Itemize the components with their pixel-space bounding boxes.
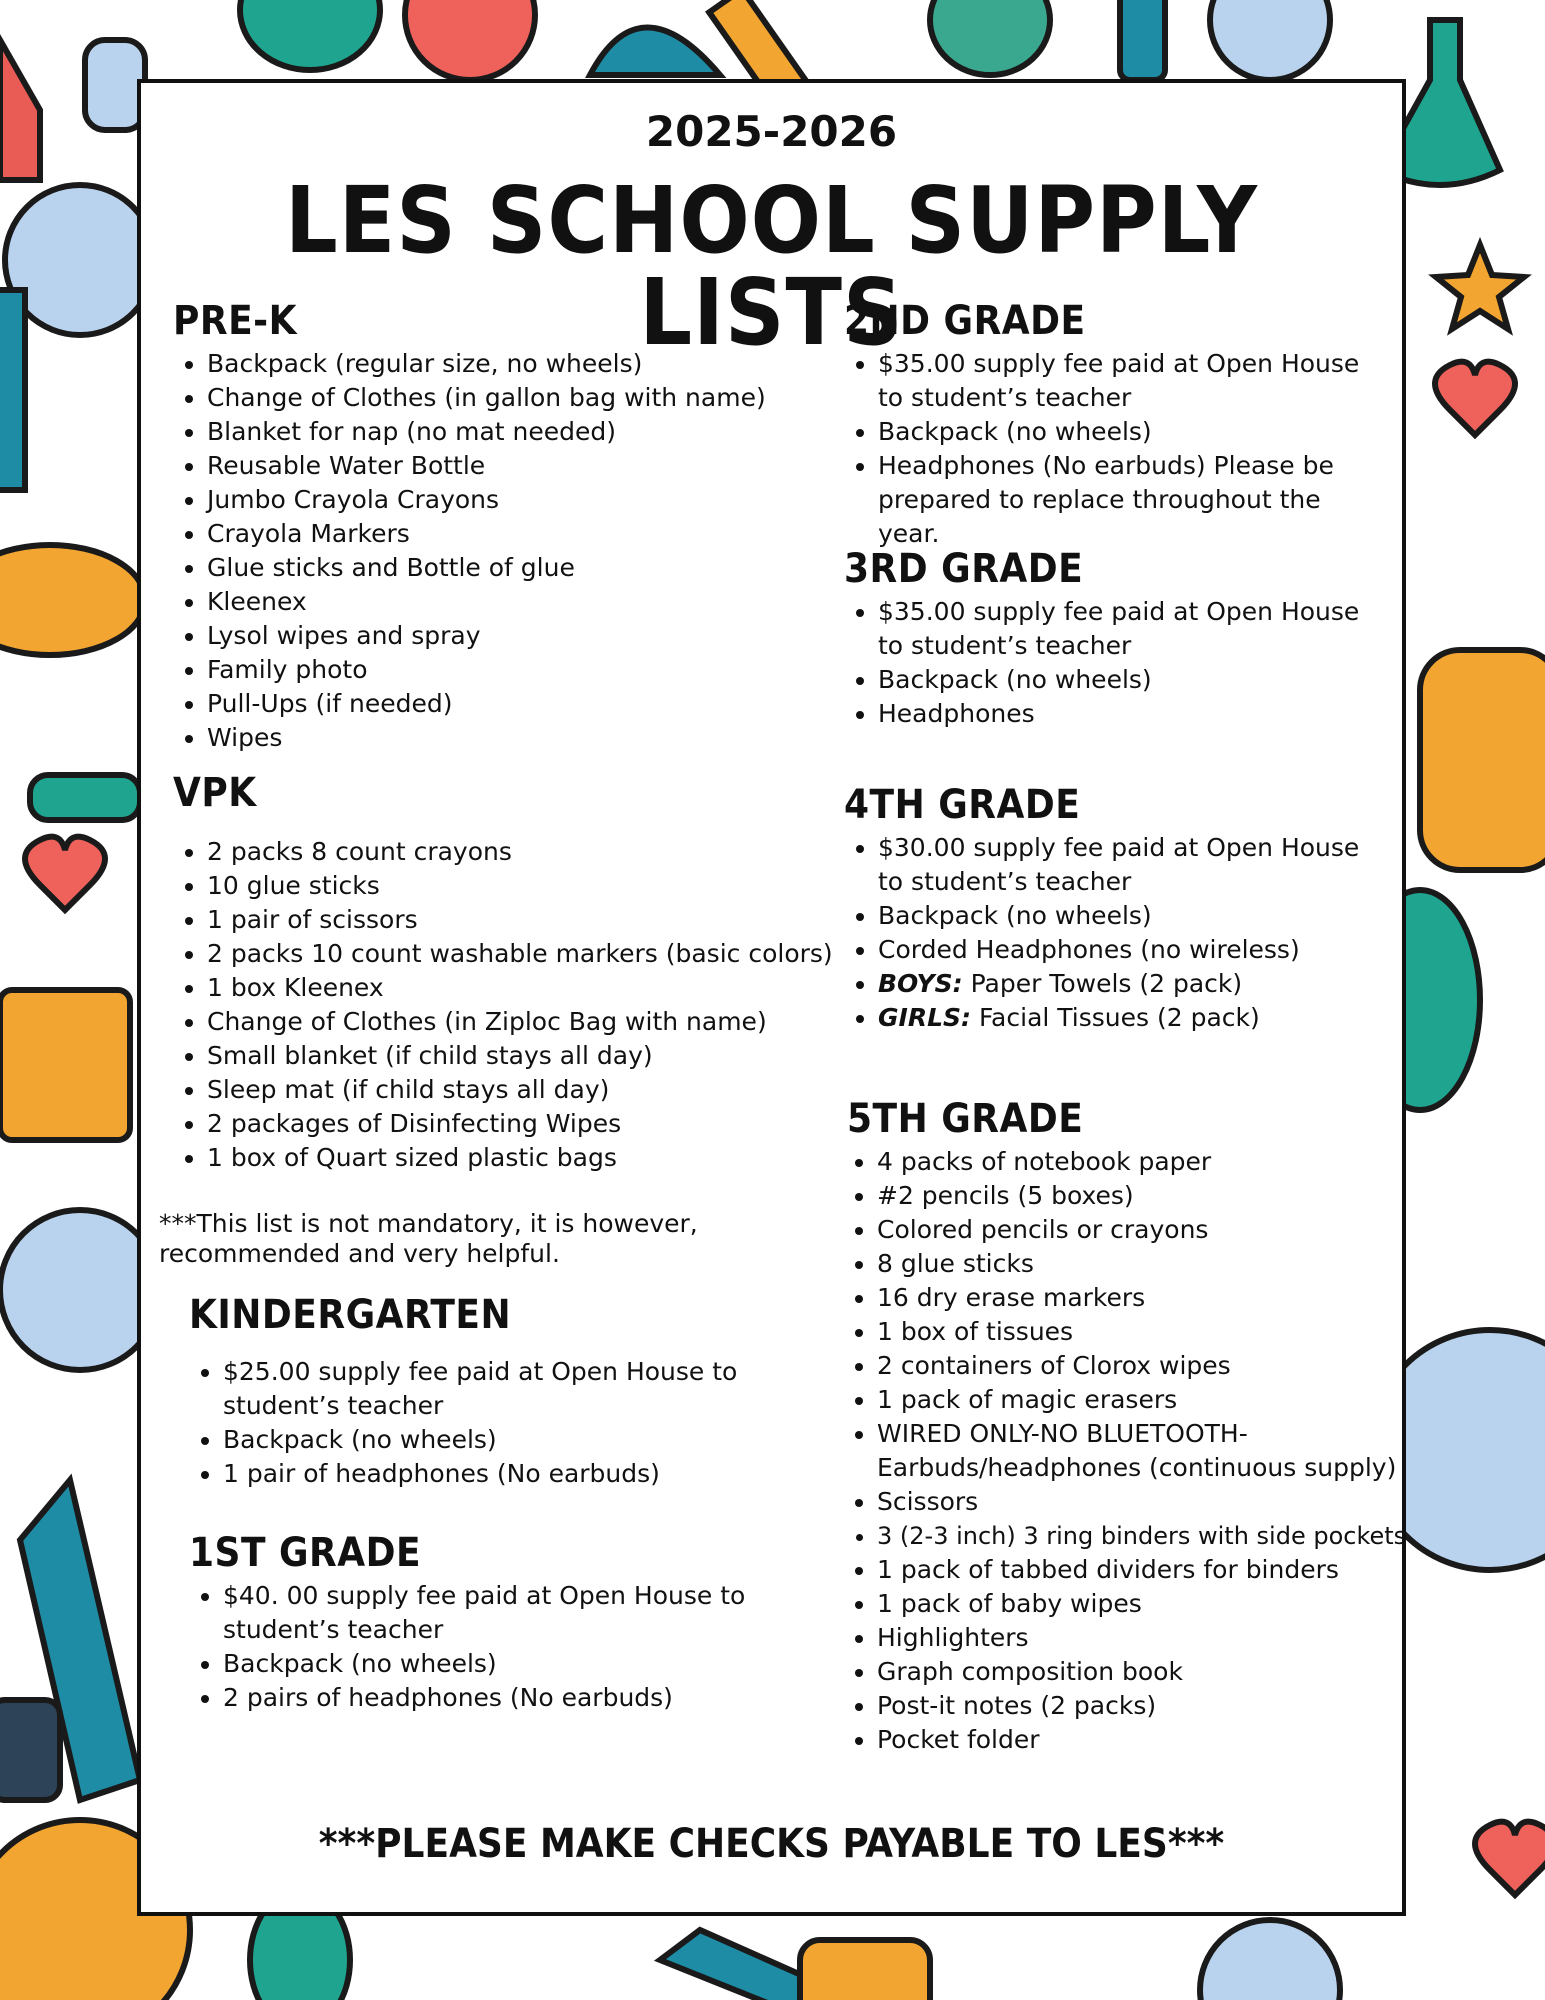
- third-grade-heading: 3RD GRADE: [844, 546, 1084, 592]
- list-item-girls: [878, 1001, 1389, 1035]
- list-item: • 1 box of tissues: [877, 1315, 1407, 1349]
- first-grade-heading: 1ST GRADE: [189, 1530, 422, 1576]
- football-doodle: [0, 545, 145, 655]
- kindergarten-heading: KINDERGARTEN: [189, 1292, 512, 1338]
- list-item: • Backpack (no wheels): [223, 1423, 779, 1457]
- list-item: • Headphones (No earbuds) Please be prepared to replace throughout the year.: [878, 449, 1389, 551]
- list-item: • Change of Clothes (in gallon bag with name): [207, 381, 766, 415]
- list-item: • 1 pack of baby wipes: [877, 1587, 1407, 1621]
- trophy-doodle: [1420, 650, 1545, 870]
- fifth-grade-list: [847, 1145, 1407, 1757]
- list-item: • 4 packs of notebook paper: [877, 1145, 1407, 1179]
- list-item-boys: [878, 967, 1389, 1001]
- bag-doodle: [800, 1940, 930, 2000]
- list-item: • Wipes: [207, 721, 766, 755]
- list-item: • $35.00 supply fee paid at Open House to student’s teacher: [878, 347, 1389, 415]
- kindergarten-list: [189, 1355, 779, 1491]
- heart-right-doodle: [1435, 362, 1515, 435]
- list-item: • Lysol wipes and spray: [207, 619, 766, 653]
- list-item: • 16 dry erase markers: [877, 1281, 1407, 1315]
- globe-bottom-doodle: [1200, 1920, 1340, 2000]
- hat-doodle: [590, 28, 720, 76]
- boys-item: Paper Towels (2 pack): [970, 969, 1243, 998]
- list-item: • Small blanket (if child stays all day): [207, 1039, 833, 1073]
- third-grade-list: [844, 595, 1389, 731]
- list-item: • Graph composition book: [877, 1655, 1407, 1689]
- girls-label: GIRLS:: [878, 1003, 972, 1032]
- list-item: • Blanket for nap (no mat needed): [207, 415, 766, 449]
- list-item: • 1 pack of magic erasers: [877, 1383, 1407, 1417]
- supply-list-card: [137, 79, 1406, 1916]
- glue-doodle: [1120, 0, 1165, 80]
- vpk-note: ***This list is not mandatory, it is however, recommended and very helpful.: [159, 1209, 698, 1268]
- list-item: • 1 box of Quart sized plastic bags: [207, 1141, 833, 1175]
- list-item: • Crayola Markers: [207, 517, 766, 551]
- first-grade-section: [189, 1530, 779, 1715]
- list-item: • 1 pair of scissors: [207, 903, 833, 937]
- flask-doodle: [85, 40, 145, 130]
- vpk-list: [173, 835, 833, 1175]
- fifth-grade-heading: 5TH GRADE: [847, 1096, 1084, 1142]
- checks-payable-note: ***PLEASE MAKE CHECKS PAYABLE TO LES***: [318, 1821, 1225, 1867]
- list-item: • Backpack (no wheels): [878, 415, 1389, 449]
- list-item: • 10 glue sticks: [207, 869, 833, 903]
- list-item: • Scissors: [877, 1485, 1407, 1519]
- list-item: • 2 containers of Clorox wipes: [877, 1349, 1407, 1383]
- fifth-grade-section: [847, 1096, 1407, 1757]
- kindergarten-section: [189, 1292, 779, 1491]
- list-item: • Family photo: [207, 653, 766, 687]
- list-item: • 2 packages of Disinfecting Wipes: [207, 1107, 833, 1141]
- list-item: • 2 pairs of headphones (No earbuds): [223, 1681, 779, 1715]
- list-item: • Backpack (no wheels): [223, 1647, 779, 1681]
- second-grade-heading: 2ND GRADE: [844, 298, 1086, 344]
- list-item: • 1 pack of tabbed dividers for binders: [877, 1553, 1407, 1587]
- second-grade-section: [844, 298, 1389, 551]
- first-grade-list: [189, 1579, 779, 1715]
- calculator-doodle: [0, 990, 130, 1140]
- second-grade-list: [844, 347, 1389, 551]
- list-item: • $25.00 supply fee paid at Open House to student’s teacher: [223, 1355, 779, 1423]
- school-year: 2025-2026: [645, 107, 898, 156]
- lamp-doodle: [240, 0, 380, 70]
- list-item: • Reusable Water Bottle: [207, 449, 766, 483]
- rocket-doodle: [0, 40, 40, 180]
- list-item: • Jumbo Crayola Crayons: [207, 483, 766, 517]
- heart-bottom-doodle: [1475, 1822, 1545, 1895]
- list-item: • 3 (2-3 inch) 3 ring binders with side pockets: [877, 1519, 1407, 1553]
- list-item: • Kleenex: [207, 585, 766, 619]
- star-doodle: [1436, 245, 1524, 329]
- list-item: • Pocket folder: [877, 1723, 1407, 1757]
- third-grade-section: [844, 546, 1389, 731]
- list-item: • $30.00 supply fee paid at Open House to student’s teacher: [878, 831, 1389, 899]
- prek-heading: PRE-K: [173, 298, 298, 344]
- list-item: • Colored pencils or crayons: [877, 1213, 1407, 1247]
- fourth-grade-heading: 4TH GRADE: [844, 782, 1081, 828]
- list-item: • Backpack (regular size, no wheels): [207, 347, 766, 381]
- list-item: • #2 pencils (5 boxes): [877, 1179, 1407, 1213]
- list-item: • Post-it notes (2 packs): [877, 1689, 1407, 1723]
- vpk-heading: VPK: [173, 770, 257, 816]
- list-item: • 1 box Kleenex: [207, 971, 833, 1005]
- tube-doodle: [0, 290, 25, 490]
- list-item: • Corded Headphones (no wireless): [878, 933, 1389, 967]
- backpack-doodle: [930, 0, 1050, 75]
- list-item: • Highlighters: [877, 1621, 1407, 1655]
- vpk-section: [173, 770, 833, 1175]
- list-item: • 2 packs 10 count washable markers (basic colors): [207, 937, 833, 971]
- binoculars-doodle: [0, 1700, 60, 1800]
- list-item: • Backpack (no wheels): [878, 899, 1389, 933]
- fourth-grade-section: [844, 782, 1389, 1035]
- list-item: • Sleep mat (if child stays all day): [207, 1073, 833, 1107]
- list-item: • WIRED ONLY-NO BLUETOOTH- Earbuds/headphones (continuous supply): [877, 1417, 1407, 1485]
- clock-doodle: [0, 1210, 160, 1370]
- girls-item: Facial Tissues (2 pack): [978, 1003, 1260, 1032]
- list-item: • Pull-Ups (if needed): [207, 687, 766, 721]
- crayon-doodle: [30, 775, 140, 820]
- list-item: • $35.00 supply fee paid at Open House to student’s teacher: [878, 595, 1389, 663]
- list-item: • Headphones: [878, 697, 1389, 731]
- globe-doodle: [1210, 0, 1330, 80]
- list-item: • 8 glue sticks: [877, 1247, 1407, 1281]
- heart-doodle: [25, 837, 105, 910]
- list-item: • Change of Clothes (in Ziploc Bag with name): [207, 1005, 833, 1039]
- list-item: • 1 pair of headphones (No earbuds): [223, 1457, 779, 1491]
- list-item: • 2 packs 8 count crayons: [207, 835, 833, 869]
- fourth-grade-list: [844, 831, 1389, 1035]
- list-item: • Glue sticks and Bottle of glue: [207, 551, 766, 585]
- prek-section: [173, 298, 766, 755]
- page-title: LES SCHOOL SUPPLY LISTS: [285, 167, 1258, 366]
- prek-list: [173, 347, 766, 755]
- list-item: • $40. 00 supply fee paid at Open House to student’s teacher: [223, 1579, 779, 1647]
- boys-label: BOYS:: [878, 969, 963, 998]
- apple-doodle: [405, 0, 535, 80]
- list-item: • Backpack (no wheels): [878, 663, 1389, 697]
